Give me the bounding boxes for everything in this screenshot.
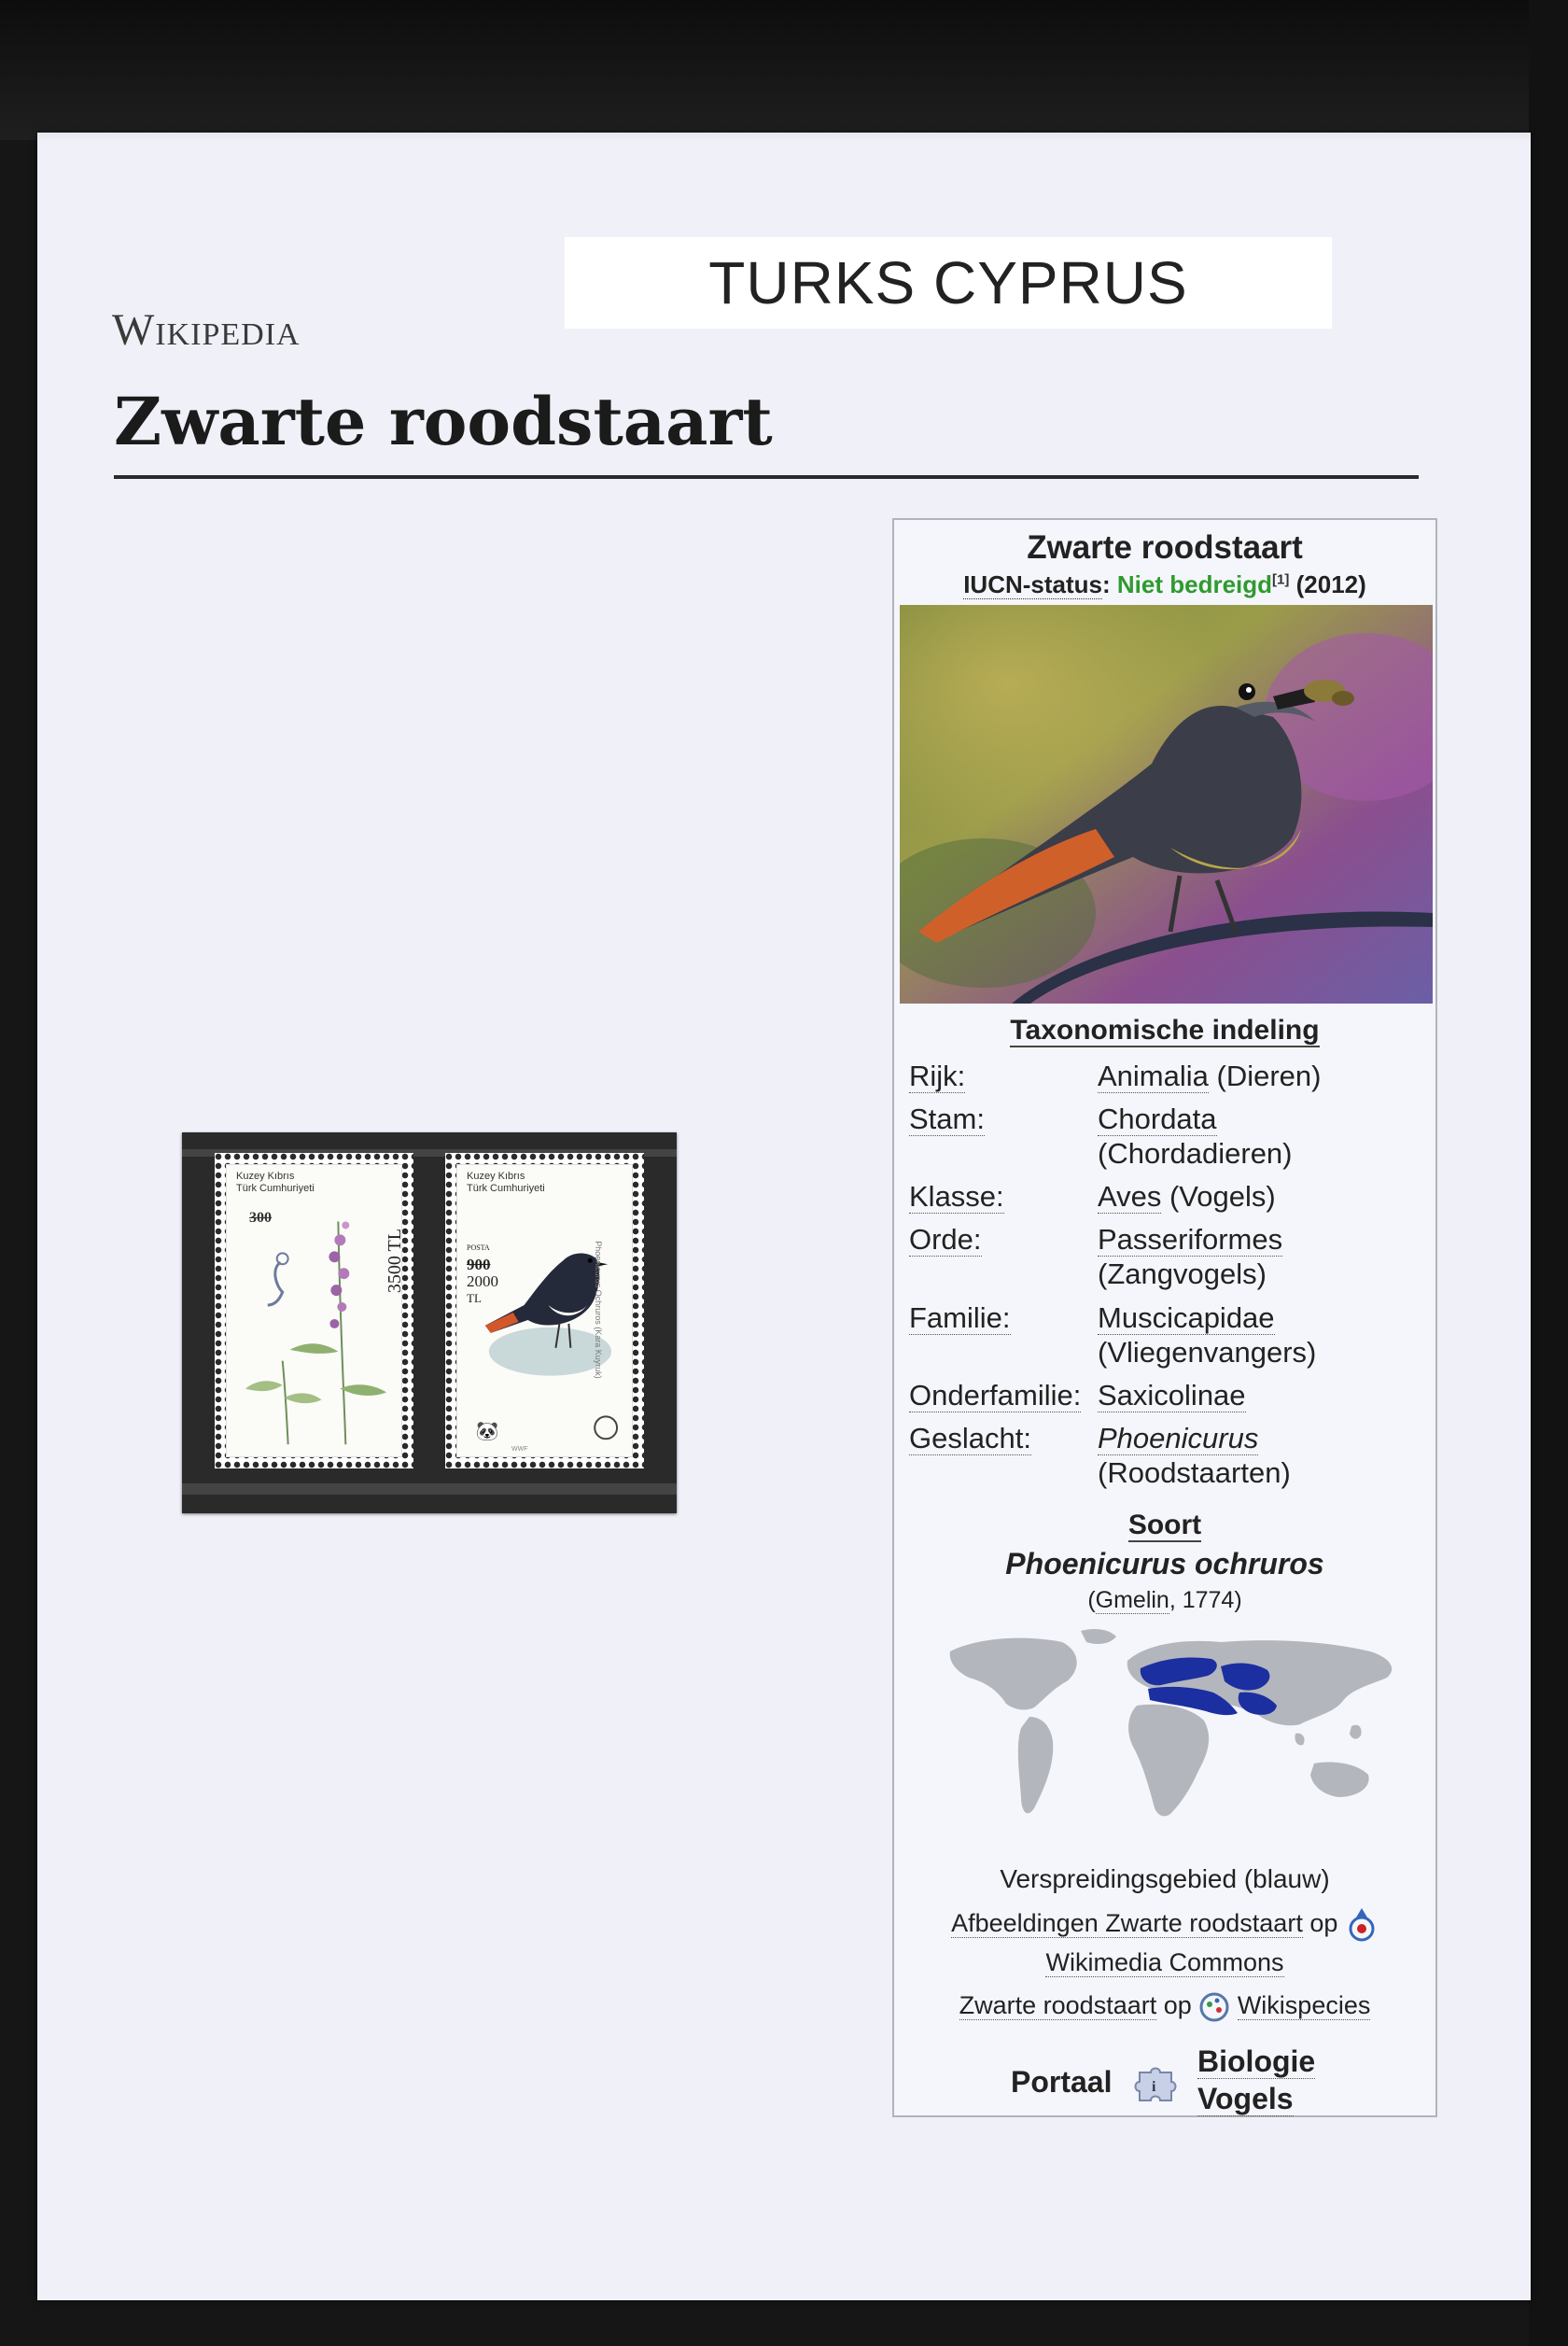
species-heading [894,1510,1435,1541]
taxonomy-note: (Vliegenvangers) [1098,1336,1317,1369]
svg-text:🐼: 🐼 [475,1421,499,1442]
stamp-currency: TL [385,1229,405,1252]
stamp-botanical[interactable] [215,1153,413,1468]
stamp-new-value [385,1229,406,1293]
stamp-posta: POSTA [467,1243,490,1252]
stamp-values [467,1240,498,1307]
portal-link-birds [1197,2082,1294,2116]
stamp-header-line2: Türk Cumhuriyeti [236,1183,315,1194]
wikispecies-icon [1198,1991,1230,2023]
author-year: , 1774) [1169,1587,1242,1613]
taxonomy-rank[interactable]: Orde: [909,1223,982,1256]
stamp-new-value: 2000 [467,1272,498,1290]
stamp-species-text: Phoenicurus Ochruros (Kara Kuyruk) [594,1241,604,1379]
species-name: Phoenicurus ochruros [1005,1547,1324,1580]
bird-photo [900,605,1433,1004]
album-top-edge [0,0,1568,140]
stamp-wwf-text: WWF [511,1446,528,1453]
article-title: Zwarte roodstaart [114,383,773,460]
taxonomy-note: (Zangvogels) [1098,1257,1267,1290]
commons-icon [1345,1906,1379,1944]
wikispecies-article-link[interactable]: Zwarte roodstaart [959,1991,1157,2020]
stamp-old-value: 300 [249,1210,272,1226]
range-map [941,1623,1407,1853]
taxonomy-heading-text[interactable]: Taxonomische indeling [1010,1015,1320,1046]
taxonomy-rank[interactable]: Geslacht: [909,1422,1031,1454]
stamp-country-text [236,1171,315,1195]
plant-illustration [227,1165,401,1456]
taxonomy-name[interactable]: Muscicapidae [1098,1301,1275,1334]
taxonomy-rank[interactable]: Onderfamilie: [909,1379,1082,1412]
taxonomy-name[interactable]: Aves [1098,1180,1162,1213]
iucn-status-sep: : [1102,570,1111,598]
taxonomy-name[interactable]: Passeriformes [1098,1223,1283,1256]
iucn-status [894,570,1435,599]
portal-link-biology [1197,2044,1315,2079]
stamp-currency: TL [467,1291,482,1305]
portal-label: Portaal [1011,2065,1113,2099]
taxonomy-note: (Chordadieren) [1098,1137,1293,1170]
author-name[interactable]: Gmelin [1095,1587,1169,1613]
taxonomy-rank[interactable]: Klasse: [909,1180,1004,1213]
author-open: ( [1087,1587,1096,1613]
taxonomy-note: (Dieren) [1216,1060,1322,1092]
taxonomy-name[interactable]: Animalia [1098,1060,1209,1092]
infobox [892,518,1437,2117]
iucn-status-year: (2012) [1295,570,1366,598]
taxonomy-name[interactable]: Chordata [1098,1103,1217,1135]
stamp-face [226,1164,405,1457]
stamp-header-line1: Kuzey Kıbrıs [467,1171,525,1182]
album-side-edge [1529,0,1568,2346]
commons-line-1 [894,1906,1435,1944]
title-divider [114,475,1419,479]
svg-text:i: i [1152,2079,1156,2095]
stamp-value-number: 3500 [385,1256,405,1294]
taxonomy-rank[interactable]: Familie: [909,1301,1011,1334]
wikispecies-link[interactable]: Wikispecies [1237,1991,1371,2020]
taxonomy-note: (Vogels) [1169,1180,1276,1213]
taxonomy-note: (Roodstaarten) [1098,1456,1291,1489]
taxonomy-name[interactable]: Phoenicurus [1098,1422,1259,1454]
taxonomy-heading [894,1015,1435,1047]
stamp-old-value: 900 [467,1256,491,1273]
commons-op: op [1309,1909,1338,1938]
portal-puzzle-icon [1132,2063,1179,2106]
taxonomy-rank[interactable]: Stam: [909,1103,985,1135]
album-page [37,133,1531,2300]
status-reference[interactable]: [1] [1272,571,1290,588]
portal-link-biology-text[interactable]: Biologie [1197,2044,1316,2078]
wikipedia-logo: Wikipedia [112,305,301,355]
infobox-title: Zwarte roodstaart [1027,529,1303,566]
species-heading-text[interactable]: Soort [1127,1510,1202,1540]
wikispecies-op: op [1163,1991,1192,2020]
stamp-bird[interactable] [445,1153,644,1468]
iucn-status-label[interactable]: IUCN-status [963,570,1102,598]
taxonomy-rank[interactable]: Rijk: [909,1060,966,1092]
commons-link[interactable]: Afbeeldingen Zwarte roodstaart [951,1909,1303,1938]
taxonomy-name[interactable]: Saxicolinae [1098,1379,1246,1412]
commons-line-2 [894,1948,1435,1977]
stamp-mount [182,1132,677,1513]
wikimedia-commons-link[interactable]: Wikimedia Commons [1045,1948,1284,1976]
iucn-status-value[interactable]: Niet bedreigd [1116,570,1273,598]
wikispecies-line [894,1991,1435,2023]
stamp-header-line2: Türk Cumhuriyeti [467,1183,545,1194]
stamp-country-text [467,1171,545,1195]
redstart-illustration [457,1165,632,1456]
portal-link-birds-text[interactable]: Vogels [1197,2082,1294,2115]
species-author [894,1587,1435,1614]
stamp-face [456,1164,633,1457]
stamp-header-line1: Kuzey Kıbrıs [236,1171,295,1182]
country-label: TURKS CYPRUS [565,237,1332,329]
map-caption: Verspreidingsgebied (blauw) [1000,1864,1330,1893]
